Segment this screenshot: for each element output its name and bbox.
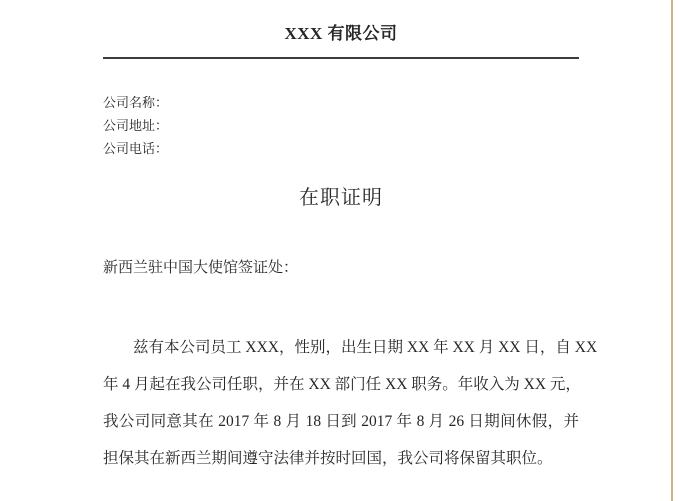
- company-info-block: [103, 91, 579, 160]
- recipient-line: 新西兰驻中国大使馆签证处：: [103, 260, 299, 276]
- document-title: 在职证明: [299, 187, 383, 209]
- company-letterhead-title: XXX 有限公司: [284, 24, 398, 43]
- body-line: 担保其在新西兰期间遵守法律并按时回国，我公司将保留其职位。: [103, 450, 553, 467]
- page-edge-line: [671, 0, 673, 501]
- page-content: [103, 0, 598, 477]
- body-line: 我公司同意其在 2017 年 8 月 18 日到 2017 年 8 月 26 日期间休假，并: [103, 413, 579, 430]
- body-line: 兹有本公司员工 XXX，性别，出生日期 XX 年 XX 月 XX 日，自 XX: [133, 339, 598, 356]
- company-address-label: 公司地址：: [103, 118, 169, 133]
- company-name-label: 公司名称：: [103, 95, 169, 110]
- body-line: 年 4 月起在我公司任职，并在 XX 部门任 XX 职务。年收入为 XX 元，: [103, 376, 581, 393]
- company-phone-label: 公司电话：: [103, 141, 169, 156]
- letterhead-divider: [103, 57, 579, 59]
- body-paragraph: [103, 329, 598, 477]
